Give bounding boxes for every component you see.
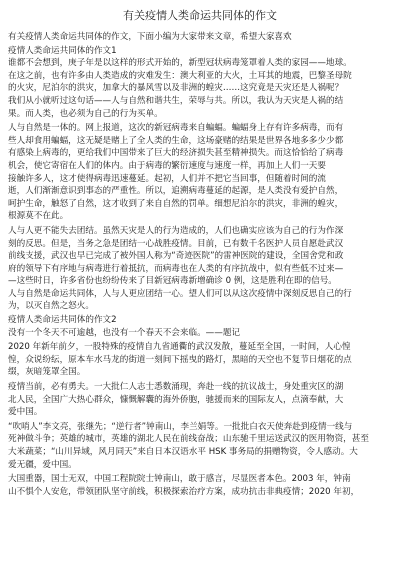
text-line: 有感染上病毒的，更给我们中国带来了巨大的经济损失甚至精神损失。而这恰恰给了病毒 xyxy=(8,148,344,159)
essay-2-heading: 疫情人类命运共同体的作文2 xyxy=(8,315,117,326)
text-line: 逝，人们渐渐意识到事态的严重性。所以，追溯病毒蔓延的起源，是人类没有爱护自然， xyxy=(8,186,344,197)
paragraph xyxy=(8,122,392,223)
paragraph xyxy=(8,57,392,120)
text-line: —这些时日，许多省份也纷纷传来了目新冠病毒新增确诊 0 例，这是胜利在即的信号。 xyxy=(8,276,337,287)
text-line: 人与人更不能失去团结。虽然天灾是人的行为造成的，人们也确实应该为自己的行为作深 xyxy=(8,225,344,236)
text-line: 大米蔬菜；“山川异域，风月同天”来自日本汉语水平 HSK 事务局的捐赠物资，令人感动。大 xyxy=(8,447,358,457)
text-line: 2020 年新年前夕，一股特殊的疫情自九省通衢的武汉发散，蔓延至全国，一时间，人心惶 xyxy=(8,342,351,353)
text-line: 山不惧个人安危，带领团队坚守前线，积极探索治疗方案，成功抗击非典疫情；2020 年初， xyxy=(8,486,360,497)
text-line: 谁都不会想到，庚子年是以这样的形式开始的，新型冠状病毒笼罩着人类的家园——地球。 xyxy=(8,58,352,69)
epigraph xyxy=(8,327,392,340)
text-line: 呵护生命，触怒了自然，这才收到了来自自然的罚单。细想尼泊尔的洪灾，非洲的蝗灾， xyxy=(8,198,344,209)
document-body xyxy=(8,31,392,498)
text-line: 人与自然是一体的。网上报道，这次的新冠病毒来自蝙蝠。蝙蝠身上存有许多病毒，而有 xyxy=(8,123,344,134)
paragraph xyxy=(8,225,392,313)
text-line: 没有一个冬天不可逾越，也没有一个春天不会来临。——题记 xyxy=(8,327,241,338)
text-line: 死神做斗争；英雄的城市，英雄的湖北人民在前线奋战；山东驰千里运送武汉的医用物资，甚至 xyxy=(8,434,369,445)
text-line: 北人民，全国广大热心群众，慷慨解囊的海外侨胞，驰援而来的国际友人，点滴奉献，大 xyxy=(8,394,344,405)
text-line: 惶，众说纷纭，原本车水马龙的街道一刻间下摇曳的路灯，黑暗的天空也不复节日烟花的点 xyxy=(8,354,352,365)
text-line: 果。而人类，也必须为自己的行为买单。 xyxy=(8,108,163,119)
text-line: 大国重器，国士无双，中国工程院院士钟南山，敢于感言，尽显医者本色。2003 年，钟南 xyxy=(8,474,351,485)
text-line: 的火灾，尼泊尔的洪灾，加拿大的暴风雪以及非洲的蝗灾……这究竟是天灾还是人祸呢？ xyxy=(8,83,344,94)
text-line: 根源莫不在此。 xyxy=(8,211,69,222)
text-line: 爱中国。 xyxy=(8,407,43,418)
text-line: 在这之前，也有许多由人类造成的灾难发生：澳大利亚的大火，土耳其的地震，巴黎圣母院 xyxy=(8,70,352,81)
text-line: “吹哨人”李文亮，张继先；“逆行者”钟南山，李兰娟等。一批批白衣天使奔赴到疫情一线与 xyxy=(8,421,353,432)
paragraph xyxy=(8,421,392,471)
paragraph xyxy=(8,381,392,419)
text-line: 刻的反思。但是，当务之急是团结一心战胜疫情。目前，已有数千名医护人员自愿赴武汉 xyxy=(8,238,344,249)
text-line: 前线支援，武汉也早已完成了被外国人称为“奇迹医院”的雷神医院的建设，全国舍党和政 xyxy=(8,251,344,262)
text-line: 疫情当前，必有勇夫。一大批仁人志士悉数涌现，奔赴一线的抗议战士，身处重灾区的湖 xyxy=(8,382,344,393)
text-line: 接触许多人，这才使得病毒迅速蔓延。起初，人们并不把它当回事，但随着时间的流 xyxy=(8,173,326,184)
text-line: 府的领导下有序地与病毒进行着抵抗，而病毒也在人类的有序抗战中，似有些低不过来— xyxy=(8,263,344,274)
text-line: 些人却食用蝙蝠，这无疑是赌上了全人类的生命，这场豪赌的结果是世界各地多多少少都 xyxy=(8,135,344,146)
intro-line: 有关疫情人类命运共同体的作文，下面小编为大家带来文章，希望大家喜欢 xyxy=(8,32,292,42)
text-line: 为，以灭自然之怒火。 xyxy=(8,301,94,312)
paragraph xyxy=(8,473,392,498)
text-line: 机会，使它寄宿在人们的体内。由于病毒的繁衍速度与速度一样，再加上人们一天要 xyxy=(8,160,326,171)
text-line: 人与自然是命运共同体，人与人更应团结一心。望人们可以从这次疫情中深刻反思自己的行 xyxy=(8,288,352,299)
paragraph xyxy=(8,341,392,379)
text-line: 缀，灰暗笼罩全国。 xyxy=(8,367,86,378)
text-line: 我们从小就听过这句话——人与自然和谐共生，荣辱与共。所以，我认为天灾是人祸的结 xyxy=(8,95,344,106)
essay-1-heading: 疫情人类命运共同体的作文1 xyxy=(8,45,117,56)
text-line: 爱无疆，爱中国。 xyxy=(8,459,77,470)
document-title: 有关疫情人类命运共同体的作文 xyxy=(123,9,277,22)
